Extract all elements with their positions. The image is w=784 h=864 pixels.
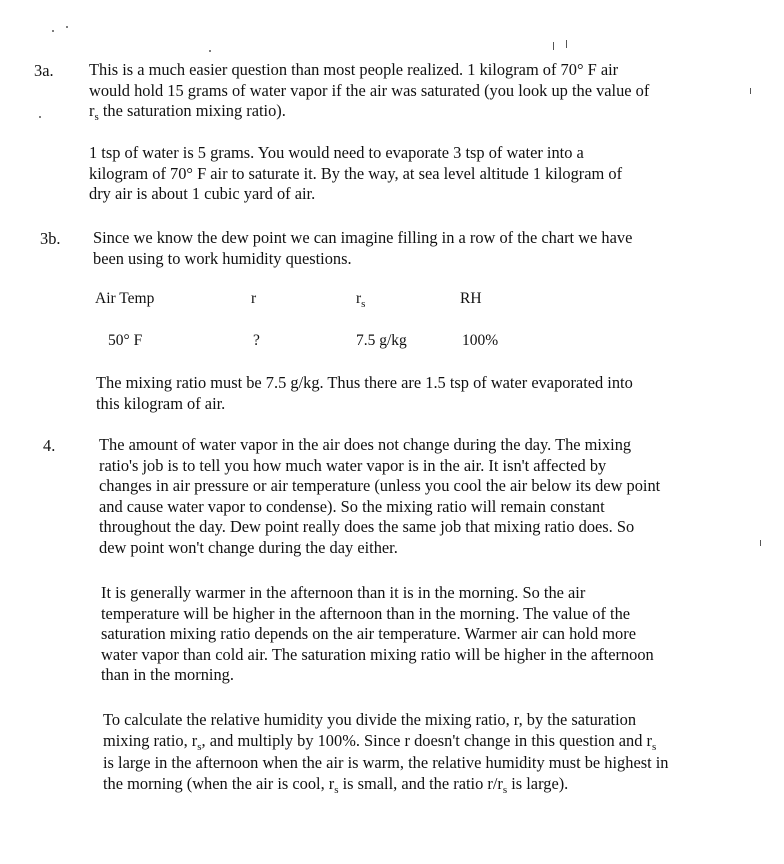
- subscript-s: s: [502, 783, 508, 796]
- text-fragment: mixing ratio, r: [103, 730, 198, 750]
- scan-speck: [750, 88, 751, 94]
- text-fragment: is large).: [507, 773, 569, 793]
- text-line: been using to work humidity questions.: [93, 248, 352, 268]
- scan-speck: [66, 26, 68, 28]
- text-line: Since we know the dew point we can imagine filling in a row of the chart we have: [93, 228, 633, 247]
- table-cell-rh: 100%: [462, 332, 499, 349]
- text-line: The mixing ratio must be 7.5 g/kg. Thus there are 1.5 tsp of water evaporated into: [96, 373, 633, 392]
- text-line: It is generally warmer in the afternoon than it is in the morning. So the air: [101, 583, 586, 602]
- table-cell-mixing-ratio: ?: [253, 332, 260, 349]
- text-line: this kilogram of air.: [96, 393, 226, 413]
- text-fragment: , and multiply by 100%. Since r doesn't change in this question and r: [201, 730, 652, 750]
- answer-4-paragraph-3: [103, 710, 669, 796]
- text-line: To calculate the relative humidity you divide the mixing ratio, r, by the saturation: [103, 710, 637, 729]
- text-line: [103, 731, 669, 754]
- text-line: would hold 15 grams of water vapor if the air was saturated (you look up the value of: [89, 80, 650, 100]
- text-line: ratio's job is to tell you how much water vapor is in the air. It isn't affected by: [99, 455, 607, 475]
- text-line: is large in the afternoon when the air is warm, the relative humidity must be highest in: [103, 753, 669, 773]
- scan-speck: [209, 50, 211, 52]
- table-cell-saturation-mixing-ratio: 7.5 g/kg: [356, 332, 407, 349]
- text-line: throughout the day. Dew point really does the same job that mixing ratio does. So: [99, 517, 635, 537]
- answer-4-paragraph-1: [99, 435, 660, 559]
- question-number-3a: 3a.: [34, 61, 54, 80]
- symbol-r: r: [89, 101, 95, 121]
- subscript-s: s: [361, 298, 366, 310]
- text-line: The amount of water vapor in the air does not change during the day. The mixing: [99, 435, 632, 454]
- subscript-s: s: [651, 740, 657, 753]
- answer-4-paragraph-2: [101, 583, 654, 686]
- text-line: and cause water vapor to condense). So the mixing ratio will remain constant: [99, 496, 605, 516]
- text-line: temperature will be higher in the afternoon than in the morning. The value of the: [101, 603, 631, 623]
- text-line: [89, 101, 649, 124]
- question-number-4: 4.: [43, 436, 56, 455]
- question-number-3b: 3b.: [40, 229, 61, 248]
- subscript-s: s: [334, 783, 339, 796]
- subscript-s: s: [197, 740, 202, 753]
- text-line: dew point won't change during the day either.: [99, 537, 398, 557]
- table-header-air-temp: Air Temp: [95, 290, 155, 307]
- text-line: dry air is about 1 cubic yard of air.: [89, 184, 316, 204]
- answer-3b-paragraph-2: [96, 373, 633, 414]
- table-header-rh: RH: [460, 290, 482, 307]
- symbol-r: r: [356, 290, 362, 307]
- text-line: saturation mixing ratio depends on the air temperature. Warmer air can hold more: [101, 624, 636, 644]
- table-header-saturation-mixing-ratio: [356, 290, 365, 308]
- scan-speck: [553, 42, 554, 50]
- answer-3b-paragraph-1: [93, 228, 632, 269]
- scan-speck: [760, 540, 761, 546]
- table-cell-air-temp: 50° F: [108, 332, 143, 349]
- text-line: than in the morning.: [101, 665, 234, 685]
- text-line: This is a much easier question than most people realized. 1 kilogram of 70° F air: [89, 60, 619, 79]
- text-fragment: is small, and the ratio r/r: [338, 773, 503, 793]
- answer-3a-paragraph-2: [89, 143, 622, 205]
- subscript-s: s: [94, 111, 99, 124]
- text-fragment: the saturation mixing ratio).: [98, 101, 286, 121]
- table-header-mixing-ratio: r: [251, 290, 257, 307]
- scan-speck: [39, 116, 41, 118]
- text-line: changes in air pressure or air temperature (unless you cool the air below its dew point: [99, 476, 661, 496]
- answer-3a-paragraph-1: [89, 60, 649, 124]
- text-line: 1 tsp of water is 5 grams. You would need to evaporate 3 tsp of water into a: [89, 143, 584, 162]
- text-line: [103, 774, 669, 797]
- text-line: water vapor than cold air. The saturation mixing ratio will be higher in the afternoon: [101, 644, 654, 664]
- text-line: kilogram of 70° F air to saturate it. By the way, at sea level altitude 1 kilogram of: [89, 163, 623, 183]
- text-fragment: the morning (when the air is cool, r: [103, 773, 335, 793]
- scan-speck: [52, 30, 54, 32]
- scan-speck: [566, 40, 567, 48]
